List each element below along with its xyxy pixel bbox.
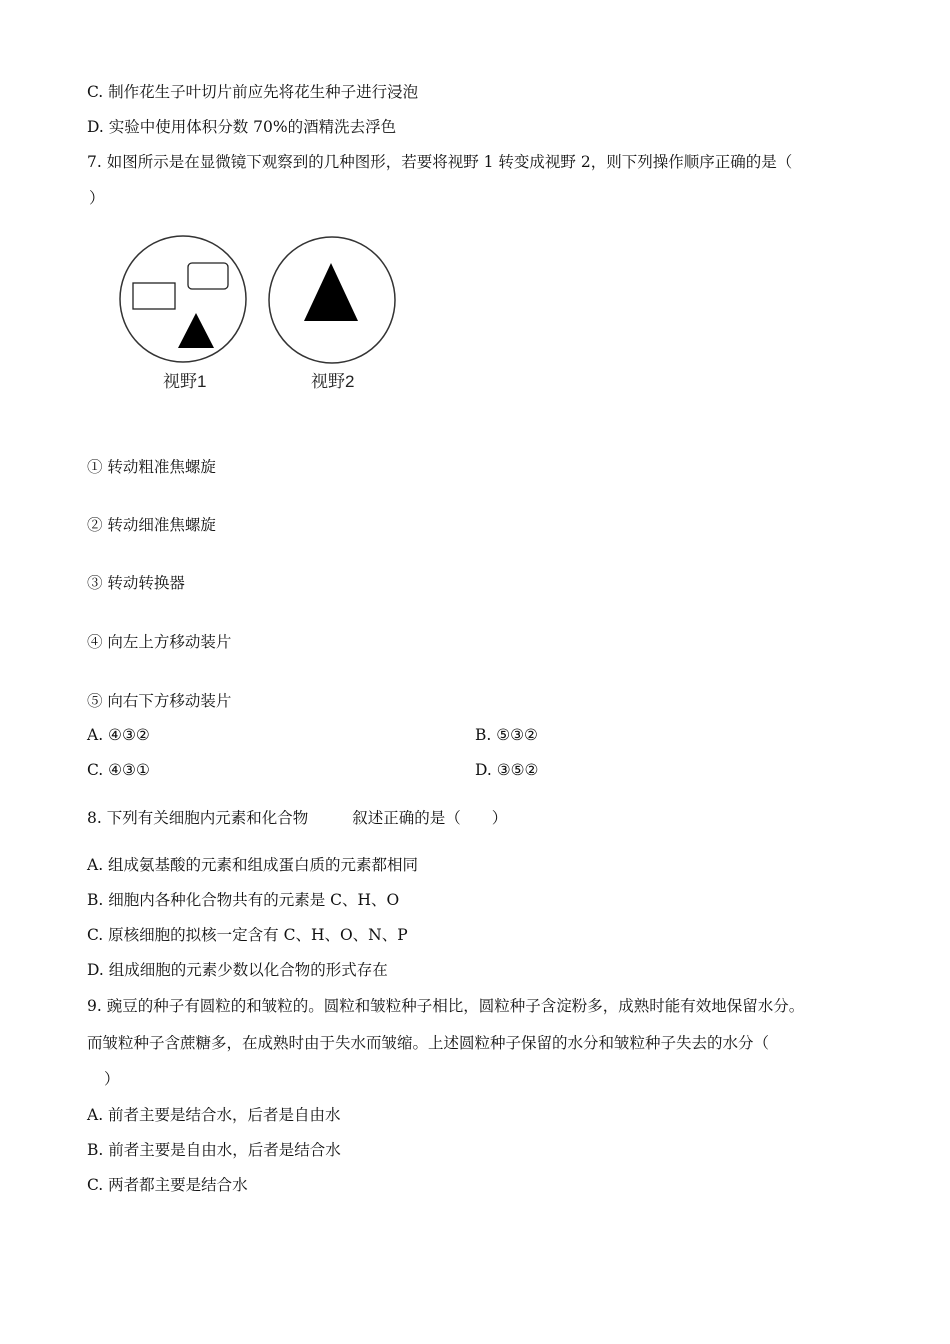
q8-option-c: C. 原核细胞的拟核一定含有 C、H、O、N、P <box>87 926 408 944</box>
q7-step-2: ② 转动细准焦螺旋 <box>87 516 216 534</box>
q6-option-c: C. 制作花生子叶切片前应先将花生种子进行浸泡 <box>87 83 419 101</box>
field-of-view-1 <box>120 236 246 362</box>
q9-stem-bracket: ） <box>104 1070 120 1088</box>
q7-option-d: D. ③⑤② <box>475 761 539 779</box>
field-2-label: 视野2 <box>311 372 355 391</box>
q8-option-a: A. 组成氨基酸的元素和组成蛋白质的元素都相同 <box>87 856 419 874</box>
field-1-label: 视野1 <box>163 372 207 391</box>
q9-option-a: A. 前者主要是结合水，后者是自由水 <box>87 1106 341 1124</box>
q7-step-4: ④ 向左上方移动装片 <box>87 633 232 651</box>
q9-stem-line1: 9. 豌豆的种子有圆粒的和皱粒的。圆粒和皱粒种子相比，圆粒种子含淀粉多，成熟时能有效地保留水分。 <box>87 997 805 1015</box>
q9-option-c: C. 两者都主要是结合水 <box>87 1176 248 1194</box>
q9-option-b: B. 前者主要是自由水，后者是结合水 <box>87 1141 341 1159</box>
rounded-rectangle-shape <box>188 263 228 289</box>
q6-option-d: D. 实验中使用体积分数 70%的酒精洗去浮色 <box>87 118 397 136</box>
q8-option-b: B. 细胞内各种化合物共有的元素是 C、H、O <box>87 891 400 909</box>
q7-step-5: ⑤ 向右下方移动装片 <box>87 692 232 710</box>
q8-stem-part2: 叙述正确的是（ ） <box>352 809 508 827</box>
q7-stem-bracket: ） <box>89 189 105 207</box>
q8-option-d: D. 组成细胞的元素少数以化合物的形式存在 <box>87 961 388 979</box>
rectangle-shape <box>133 283 175 309</box>
field-of-view-2 <box>269 237 395 363</box>
q7-option-b: B. ⑤③② <box>475 726 538 744</box>
q7-step-1: ① 转动粗准焦螺旋 <box>87 458 216 476</box>
q9-stem-line2: 而皱粒种子含蔗糖多，在成熟时由于失水而皱缩。上述圆粒种子保留的水分和皱粒种子失去的水分（ <box>87 1034 770 1052</box>
microscope-fields-figure <box>112 228 412 398</box>
q7-stem: 7. 如图所示是在显微镜下观察到的几种图形，若要将视野 1 转变成视野 2，则下列操作顺序正确的是（ <box>87 153 793 171</box>
q7-step-3: ③ 转动转换器 <box>87 574 185 592</box>
q8-stem-part1: 8. 下列有关细胞内元素和化合物 <box>87 809 309 827</box>
q7-option-a: A. ④③② <box>87 726 150 744</box>
q8-stem <box>87 808 507 828</box>
q7-option-c: C. ④③① <box>87 761 150 779</box>
